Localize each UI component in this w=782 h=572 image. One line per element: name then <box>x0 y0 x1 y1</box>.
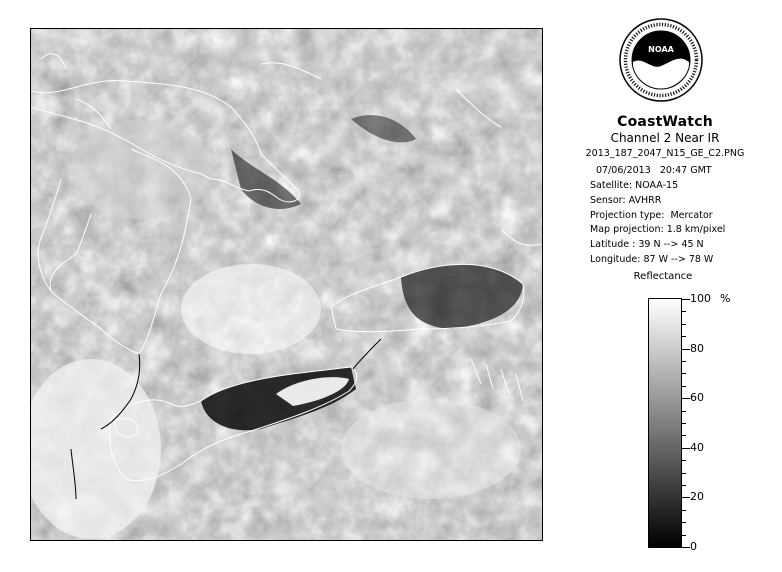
product-date-time: 07/06/2013 20:47 GMT <box>596 165 712 176</box>
latitude-label: Latitude : 39 N --> 45 N <box>590 239 704 250</box>
colorbar-minor-tick <box>682 336 686 337</box>
projection-type-label: Projection type: Mercator <box>590 210 713 221</box>
cloud-field-southeast <box>341 399 521 499</box>
logo-center-text: NOAA <box>648 45 674 54</box>
colorbar-minor-tick <box>682 311 686 312</box>
colorbar-minor-tick <box>682 510 686 511</box>
colorbar-major-tick <box>682 299 690 300</box>
colorbar-minor-tick <box>682 411 686 412</box>
product-title: CoastWatch <box>617 114 713 130</box>
product-subtitle: Channel 2 Near IR <box>610 131 720 145</box>
colorbar-major-tick <box>682 547 690 548</box>
colorbar-minor-tick <box>682 535 686 536</box>
colorbar-major-tick <box>682 398 690 399</box>
colorbar-minor-tick <box>682 485 686 486</box>
map-projection-label: Map projection: 1.8 km/pixel <box>590 224 726 235</box>
noaa-logo <box>619 18 703 102</box>
reflectance-colorbar <box>648 298 682 548</box>
colorbar-minor-tick <box>682 373 686 374</box>
colorbar-minor-tick <box>682 423 686 424</box>
satellite-label: Satellite: NOAA-15 <box>590 180 679 191</box>
colorbar-title: Reflectance <box>633 271 693 282</box>
colorbar-tick-label: 40 <box>690 440 704 454</box>
colorbar-minor-tick <box>682 522 686 523</box>
colorbar-tick-label: 100 <box>690 292 711 305</box>
colorbar-tick-label: 60 <box>690 391 704 405</box>
colorbar-minor-tick <box>682 435 686 436</box>
noaa-logo-svg <box>619 18 703 102</box>
sensor-label: Sensor: AVHRR <box>590 195 662 206</box>
colorbar-major-tick <box>682 497 690 498</box>
longitude-label: Longitude: 87 W --> 78 W <box>590 254 714 265</box>
colorbar-minor-tick <box>682 473 686 474</box>
colorbar-unit: % <box>720 292 731 305</box>
colorbar-major-tick <box>682 349 690 350</box>
cloud-field-central <box>181 264 321 354</box>
colorbar-minor-tick <box>682 361 686 362</box>
product-filename: 2013_187_2047_N15_GE_C2.PNG <box>585 148 745 159</box>
colorbar-tick-label: 80 <box>690 341 704 355</box>
colorbar-minor-tick <box>682 324 686 325</box>
colorbar-major-tick <box>682 448 690 449</box>
colorbar-minor-tick <box>682 460 686 461</box>
colorbar-tick-label: 0 <box>690 540 697 553</box>
satellite-image <box>30 28 543 541</box>
satellite-image-svg <box>31 29 543 541</box>
colorbar-minor-tick <box>682 386 686 387</box>
colorbar-tick-label: 20 <box>690 490 704 504</box>
